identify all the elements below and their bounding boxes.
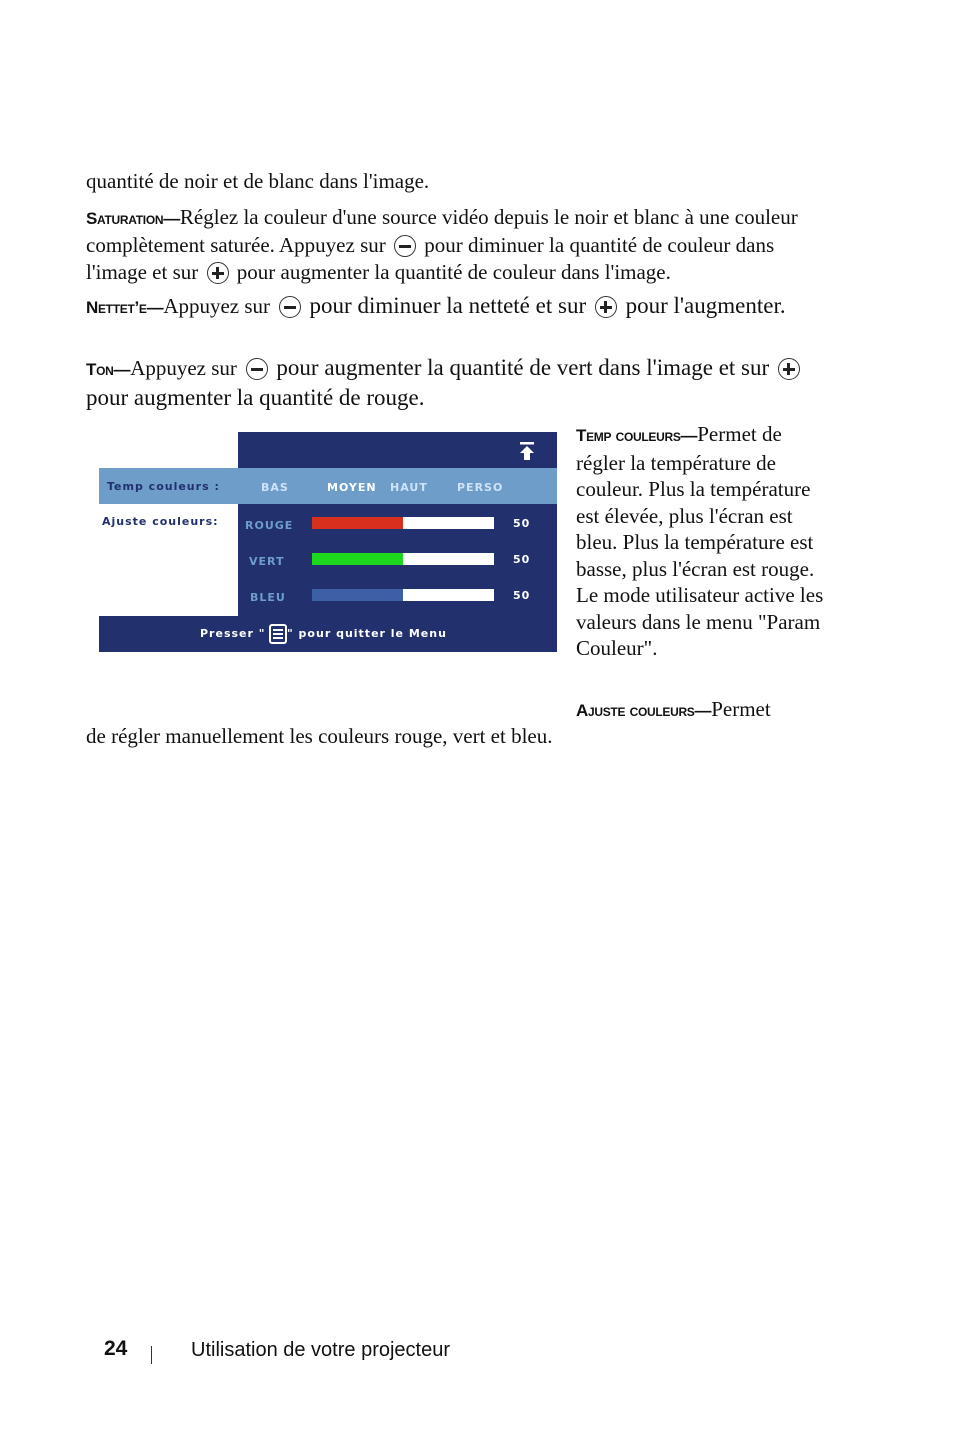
ton-text-3: pour augmenter la quantité de rouge. (86, 385, 425, 410)
nettete-text-3: pour l'augmenter. (625, 293, 786, 318)
osd-value-rouge: 50 (513, 517, 531, 530)
ajuste-couleurs-heading (576, 696, 826, 724)
osd-channel-label-bleu: BLEU (250, 591, 286, 604)
page-number: 24 (104, 1337, 128, 1360)
intro-line: quantité de noir et de blanc dans l'image. (86, 169, 430, 193)
ton-text-2: pour augmenter la quantité de vert dans l'image et sur (276, 355, 770, 380)
osd-top-bar (238, 432, 557, 468)
plus-button-icon (778, 358, 800, 380)
footer-divider (151, 1346, 152, 1364)
saturation-term: Saturation— (86, 209, 180, 228)
osd-slider-vert (312, 553, 494, 565)
nettete-text-1: Appuyez sur (163, 294, 271, 318)
osd-option-perso: PERSO (457, 481, 504, 494)
osd-bottom-bar (99, 616, 557, 652)
saturation-paragraph (86, 204, 826, 286)
ton-text-1: Appuyez sur (130, 356, 237, 380)
temp-couleurs-paragraph (576, 421, 826, 662)
temp-couleurs-text: Permet de régler la température de couleur. Plus la température est élevée, plus l'écran est bleu. Plus la température est basse, plus l'écran est rouge. Le mode utilisateur active les valeurs dans le menu "Param Couleur". (576, 422, 824, 660)
ajuste-couleurs-term: Ajuste couleurs— (576, 701, 712, 720)
osd-slider-rouge (312, 517, 494, 529)
osd-temp-label: Temp couleurs : (107, 480, 220, 493)
saturation-text-1: Réglez la couleur d'une source vidéo depuis le noir et blanc à une couleur complètement saturée. Appuyez sur (86, 205, 798, 257)
osd-temp-row (99, 468, 557, 504)
osd-adjust-label: Ajuste couleurs: (102, 515, 219, 528)
ajuste-couleurs-continuation: de régler manuellement les couleurs rouge, vert et bleu. (86, 724, 553, 748)
ton-term: Ton— (86, 360, 131, 379)
osd-footer-text-post: " pour quitter le Menu (287, 627, 447, 640)
osd-value-bleu: 50 (513, 589, 531, 602)
temp-couleurs-term: Temp couleurs— (576, 426, 698, 445)
nettete-paragraph (86, 292, 826, 322)
osd-channel-label-rouge: ROUGE (245, 519, 294, 532)
nettete-term: Nettet’e— (86, 298, 164, 317)
osd-option-haut: HAUT (390, 481, 428, 494)
osd-slider-fill-vert (312, 553, 403, 565)
osd-option-bas: BAS (261, 481, 289, 494)
section-title: Utilisation de votre projecteur (191, 1339, 451, 1361)
saturation-text-3: pour augmenter la quantité de couleur dans l'image. (236, 260, 671, 284)
saturation-text-2: pour diminuer la quantité de couleur dans l'image et sur (86, 233, 775, 284)
minus-button-icon (279, 296, 301, 318)
up-arrow-icon (519, 441, 535, 461)
osd-slider-fill-bleu (312, 589, 403, 601)
osd-value-vert: 50 (513, 553, 531, 566)
osd-footer-text-pre: Presser " (200, 627, 266, 640)
plus-button-icon (207, 262, 229, 284)
osd-option-moyen: MOYEN (327, 481, 377, 494)
osd-left-panel (99, 504, 238, 616)
minus-button-icon (246, 358, 268, 380)
menu-button-icon (269, 624, 287, 644)
nettete-text-2: pour diminuer la netteté et sur (309, 293, 587, 318)
minus-button-icon (394, 235, 416, 257)
osd-color-menu (99, 432, 557, 652)
ton-paragraph (86, 354, 831, 412)
osd-slider-bleu (312, 589, 494, 601)
osd-channel-label-vert: VERT (249, 555, 285, 568)
ajuste-couleurs-text-a: Permet (711, 697, 771, 721)
plus-button-icon (595, 296, 617, 318)
osd-slider-fill-rouge (312, 517, 403, 529)
